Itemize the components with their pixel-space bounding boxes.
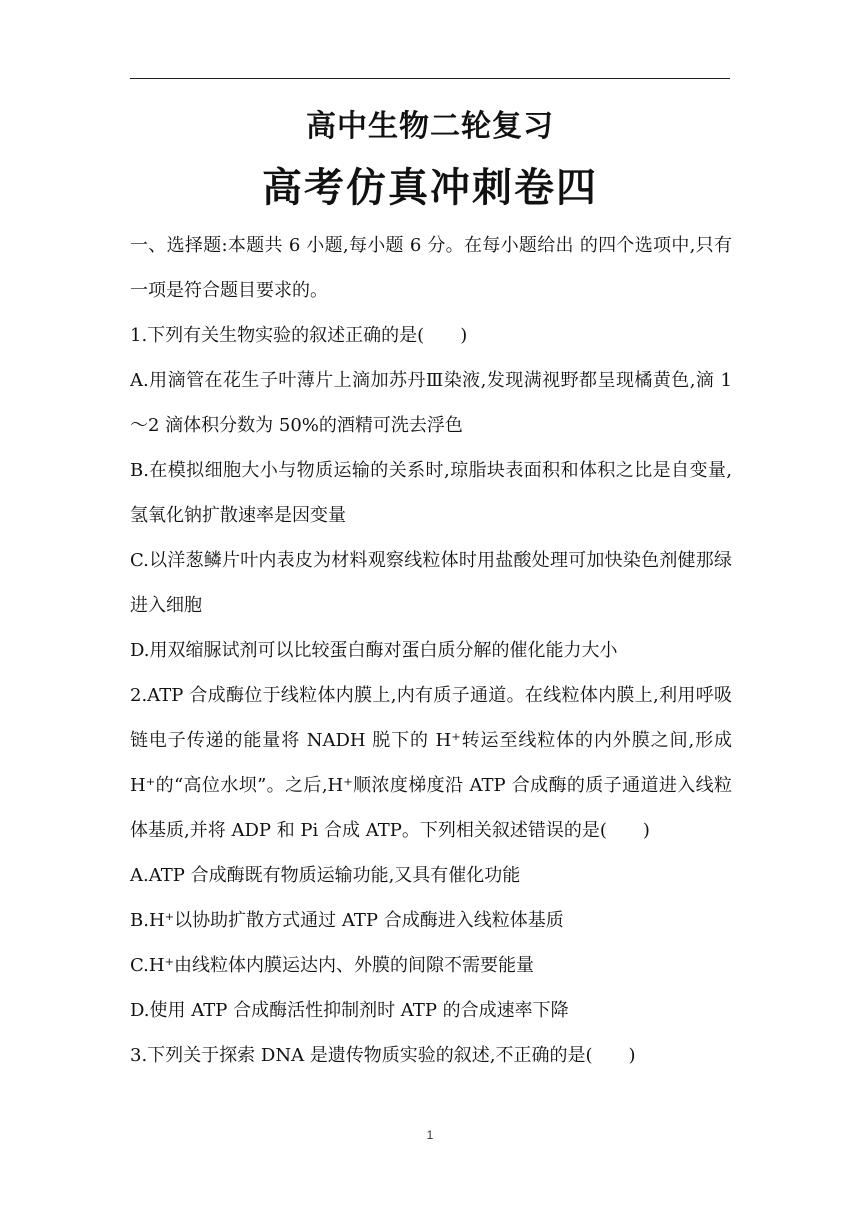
- question-2-stem: 2.ATP 合成酶位于线粒体内膜上,内有质子通道。在线粒体内膜上,利用呼吸链电子传递的能量将 NADH 脱下的 H⁺转运至线粒体的内外膜之间,形成 H⁺的“高位水坝”。之后,H⁺顺浓度梯度沿 ATP 合成酶的质子通道进入线粒体基质,并将 ADP 和 Pi 合成 ATP。下列相关叙述错误的是( ): [130, 685, 732, 841]
- question-2-option-d: D.使用 ATP 合成酶活性抑制剂时 ATP 的合成速率下降: [130, 1000, 569, 1021]
- question-2-option-b: B.H⁺以协助扩散方式通过 ATP 合成酶进入线粒体基质: [130, 910, 564, 931]
- section-intro: 一、选择题:本题共 6 小题,每小题 6 分。在每小题给出 的四个选项中,只有一项是符合题目要求的。: [130, 235, 732, 301]
- question-2-option-a: A.ATP 合成酶既有物质运输功能,又具有催化功能: [130, 865, 521, 886]
- document-subtitle: 高中生物二轮复习: [306, 109, 554, 144]
- document-body: [130, 223, 732, 1078]
- question-1-stem: 1.下列有关生物实验的叙述正确的是( ): [130, 325, 468, 346]
- question-3-stem: 3.下列关于探索 DNA 是遗传物质实验的叙述,不正确的是( ): [130, 1045, 636, 1066]
- question-1-option-b: B.在模拟细胞大小与物质运输的关系时,琼脂块表面积和体积之比是自变量,氢氧化钠扩散速率是因变量: [130, 460, 732, 526]
- question-1-option-d: D.用双缩脲试剂可以比较蛋白酶对蛋白质分解的催化能力大小: [130, 640, 618, 661]
- page-number: 1: [426, 1128, 434, 1142]
- question-1-option-c: C.以洋葱鳞片叶内表皮为材料观察线粒体时用盐酸处理可加快染色剂健那绿进入细胞: [130, 550, 732, 616]
- document-title: 高考仿真冲刺卷四: [262, 165, 598, 211]
- question-2-option-c: C.H⁺由线粒体内膜运达内、外膜的间隙不需要能量: [130, 955, 535, 976]
- header-rule: [130, 78, 730, 79]
- question-1-option-a: A.用滴管在花生子叶薄片上滴加苏丹Ⅲ染液,发现满视野都呈现橘黄色,滴 1～2 滴体积分数为 50%的酒精可洗去浮色: [130, 370, 732, 436]
